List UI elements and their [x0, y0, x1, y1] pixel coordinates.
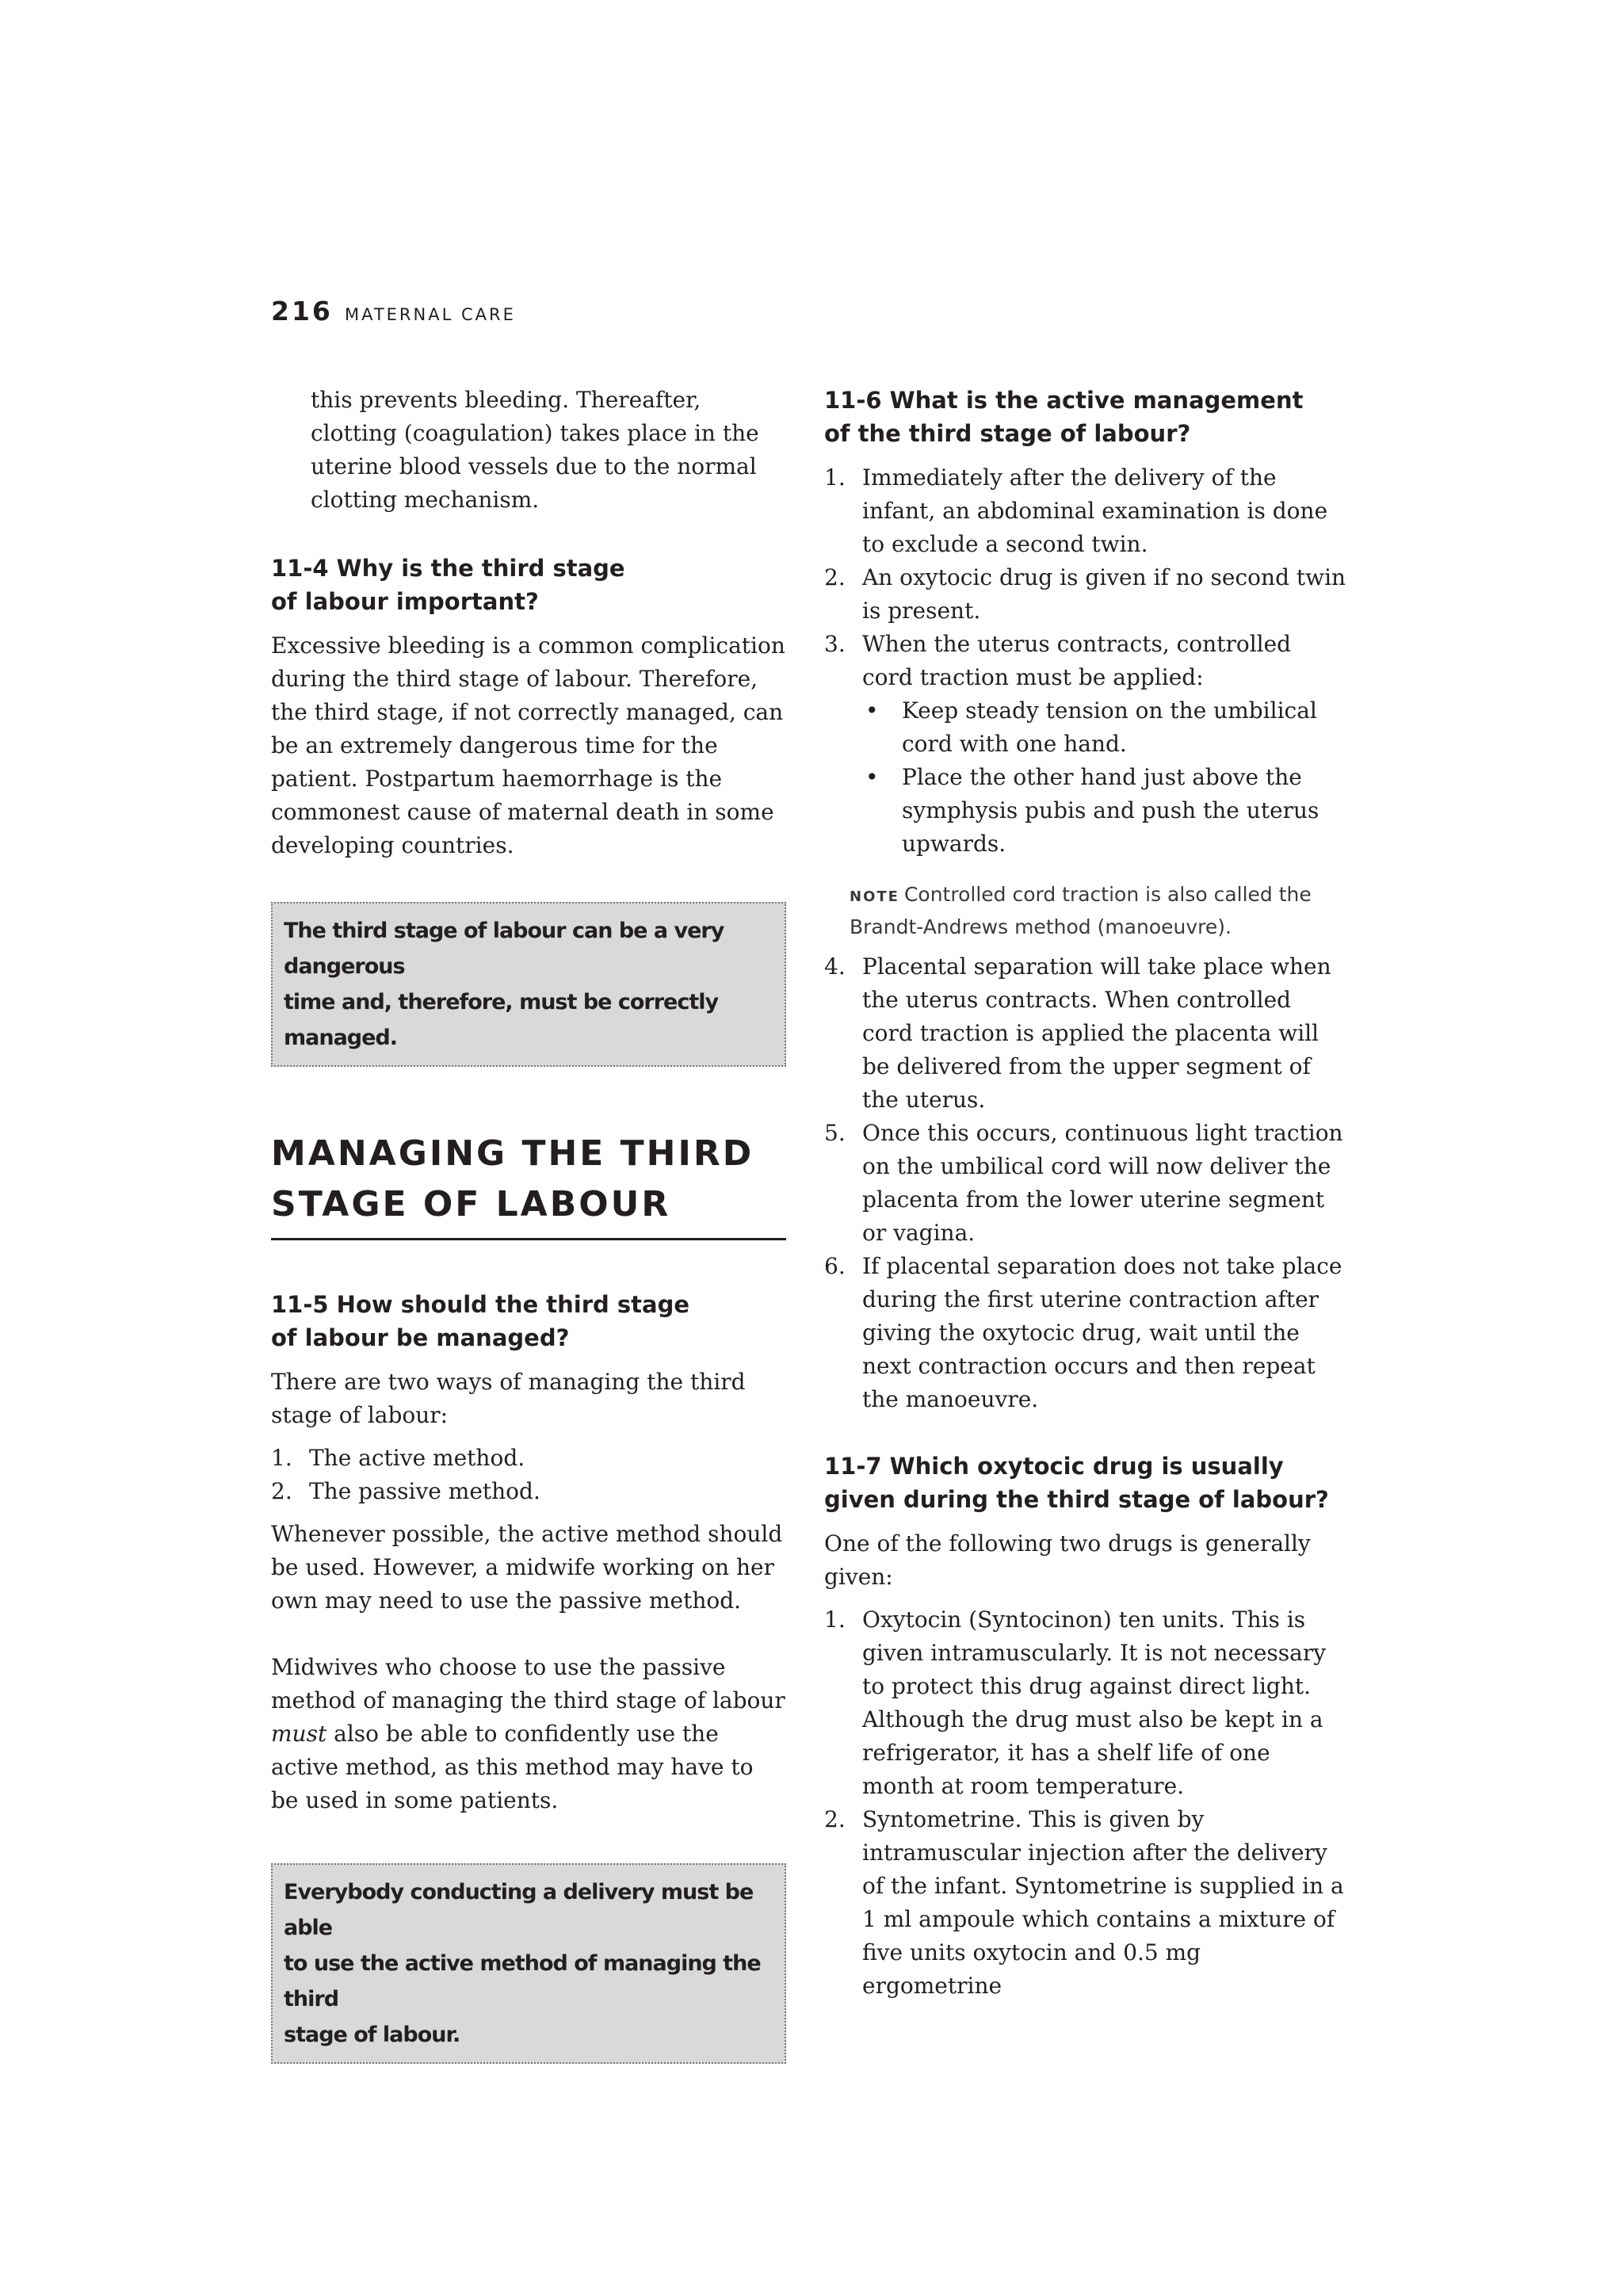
- list-item-text: Placental separation will take place when the uterus contracts. When controlled cord traction is applied the placenta will be delivered from the upper segment of the uterus.: [862, 953, 1331, 1113]
- callout-active-method: [271, 1863, 786, 2064]
- callout-2-line3: stage of labour.: [284, 2023, 460, 2047]
- list-item-number: 1.: [824, 1606, 846, 1633]
- note-box: [824, 880, 1347, 942]
- section-title: [271, 1129, 786, 1240]
- management-methods-list: [271, 1442, 786, 1508]
- list-item-text: Oxytocin (Syntocinon) ten units. This is given intramuscularly. It is not necessary to protect this drug against direct light. Although the drug must also be kept in a refrigerator, it has a shelf life of one month at room temperature.: [862, 1606, 1327, 1799]
- active-method-paragraph: Whenever possible, the active method should be used. However, a midwife working on her own may need to use the passive method.: [271, 1521, 783, 1614]
- list-item-text: The passive method.: [309, 1478, 540, 1504]
- question-11-7-title-line1: 11-7 Which oxytocic drug is usually: [824, 1453, 1284, 1480]
- list-item-text: If placental separation does not take place during the first uterine contraction after giving the oxytocic drug, wait until the next contraction occurs and then repeat the manoeuvre.: [862, 1253, 1342, 1412]
- list-item: [824, 1803, 1347, 2003]
- continued-paragraph: this prevents bleeding. Thereafter, clotting (coagulation) takes place in the uterine blood vessels due to the normal clotting mechanism.: [311, 387, 759, 513]
- question-11-4-title-line2: of labour important?: [271, 588, 539, 615]
- passive-method-paragraph: [271, 1651, 786, 1817]
- question-11-7-intro: One of the following two drugs is generally given:: [824, 1530, 1311, 1590]
- callout-2-line2: to use the active method of managing the third: [284, 1951, 761, 2011]
- bullet-item: [862, 694, 1347, 761]
- note-label: NOTE: [850, 888, 899, 905]
- list-item-number: 2.: [824, 1806, 846, 1832]
- question-11-4-body: Excessive bleeding is a common complication during the third stage of labour. Therefore, the third stage, if not correctly managed, can be an extremely dangerous time for the patient. Postpartum haemorrhage is the commonest cause of maternal death in some developing countries.: [271, 632, 785, 858]
- list-item: [824, 561, 1347, 628]
- list-item-text: Syntometrine. This is given by intramuscular injection after the delivery of the infant. Syntometrine is supplied in a 1 ml ampoule which contains a mixture of five units oxytocin and 0.5 mg ergometrine: [862, 1806, 1344, 1999]
- list-item: [824, 1250, 1347, 1416]
- question-11-7-title: [824, 1450, 1347, 1516]
- callout-1-line2: time and, therefore, must be correctly managed.: [284, 990, 719, 1050]
- question-11-5-intro: There are two ways of managing the third stage of labour:: [271, 1369, 746, 1428]
- passive-paragraph-end: also be able to confidently use the active method, as this method may have to be used in some patients.: [271, 1721, 754, 1813]
- list-item: [271, 1442, 786, 1475]
- bullet-item: [862, 761, 1347, 861]
- callout-2-line1: Everybody conducting a delivery must be able: [284, 1880, 754, 1940]
- bullet-icon: •: [865, 764, 879, 790]
- list-item: [824, 950, 1347, 1117]
- list-item-number: 5.: [824, 1120, 846, 1146]
- list-item-text: Once this occurs, continuous light traction on the umbilical cord will now deliver the placenta from the lower uterine segment or vagina.: [862, 1120, 1343, 1246]
- list-item-number: 3.: [824, 631, 846, 657]
- traction-bullet-list: [862, 694, 1347, 861]
- list-item: [824, 628, 1347, 861]
- list-item-number: 4.: [824, 953, 846, 980]
- running-head: MATERNAL CARE: [344, 305, 516, 324]
- list-item-number: 2.: [271, 1478, 292, 1504]
- list-item-text: Immediately after the delivery of the infant, an abdominal examination is done to exclude a second twin.: [862, 464, 1328, 557]
- list-item-number: 6.: [824, 1253, 846, 1279]
- callout-1-line1: The third stage of labour can be a very dangerous: [284, 919, 724, 979]
- active-management-steps-continued: [824, 950, 1347, 1416]
- bullet-text: Keep steady tension on the umbilical cord with one hand.: [902, 697, 1317, 757]
- question-11-5-title-line1: 11-5 How should the third stage: [271, 1291, 690, 1318]
- list-item-text: [862, 628, 1347, 861]
- section-title-line1: MANAGING THE THIRD: [271, 1133, 754, 1174]
- question-11-5-title-line2: of labour be managed?: [271, 1324, 570, 1351]
- note-text: Controlled cord traction is also called the Brandt-Andrews method (manoeuvre).: [850, 883, 1312, 938]
- callout-dangerous-time: [271, 902, 786, 1067]
- active-management-steps-list: [824, 461, 1347, 861]
- question-11-6-title-line1: 11-6 What is the active management: [824, 387, 1304, 414]
- question-11-4-title: [271, 552, 786, 618]
- right-column: [824, 384, 1347, 2003]
- question-11-4-title-line1: 11-4 Why is the third stage: [271, 555, 625, 582]
- list-item-number: 2.: [824, 564, 846, 590]
- left-column: [271, 384, 786, 2064]
- passive-paragraph-start: Midwives who choose to use the passive method of managing the third stage of labour: [271, 1654, 785, 1713]
- page-number: 216: [271, 296, 333, 327]
- list-item: [824, 1117, 1347, 1250]
- list-item: [824, 461, 1347, 561]
- list-item-number: 1.: [824, 464, 846, 491]
- question-11-6-title: [824, 384, 1347, 450]
- list-item: [824, 1603, 1347, 1803]
- bullet-icon: •: [865, 697, 879, 724]
- question-11-7-title-line2: given during the third stage of labour?: [824, 1486, 1329, 1513]
- question-11-6-title-line2: of the third stage of labour?: [824, 420, 1191, 447]
- question-11-5-title: [271, 1288, 786, 1354]
- page-header: [271, 296, 516, 327]
- oxytocic-drugs-list: [824, 1603, 1347, 2003]
- emphasis-must: must: [271, 1721, 327, 1747]
- bullet-text: Place the other hand just above the symphysis pubis and push the uterus upwards.: [902, 764, 1319, 857]
- list-item-text-main: When the uterus contracts, controlled cord traction must be applied:: [862, 631, 1292, 690]
- list-item: [271, 1475, 786, 1508]
- list-item-text: The active method.: [309, 1445, 525, 1471]
- list-item-text: An oxytocic drug is given if no second twin is present.: [862, 564, 1346, 624]
- list-item-number: 1.: [271, 1445, 292, 1471]
- section-title-line2: STAGE OF LABOUR: [271, 1184, 671, 1224]
